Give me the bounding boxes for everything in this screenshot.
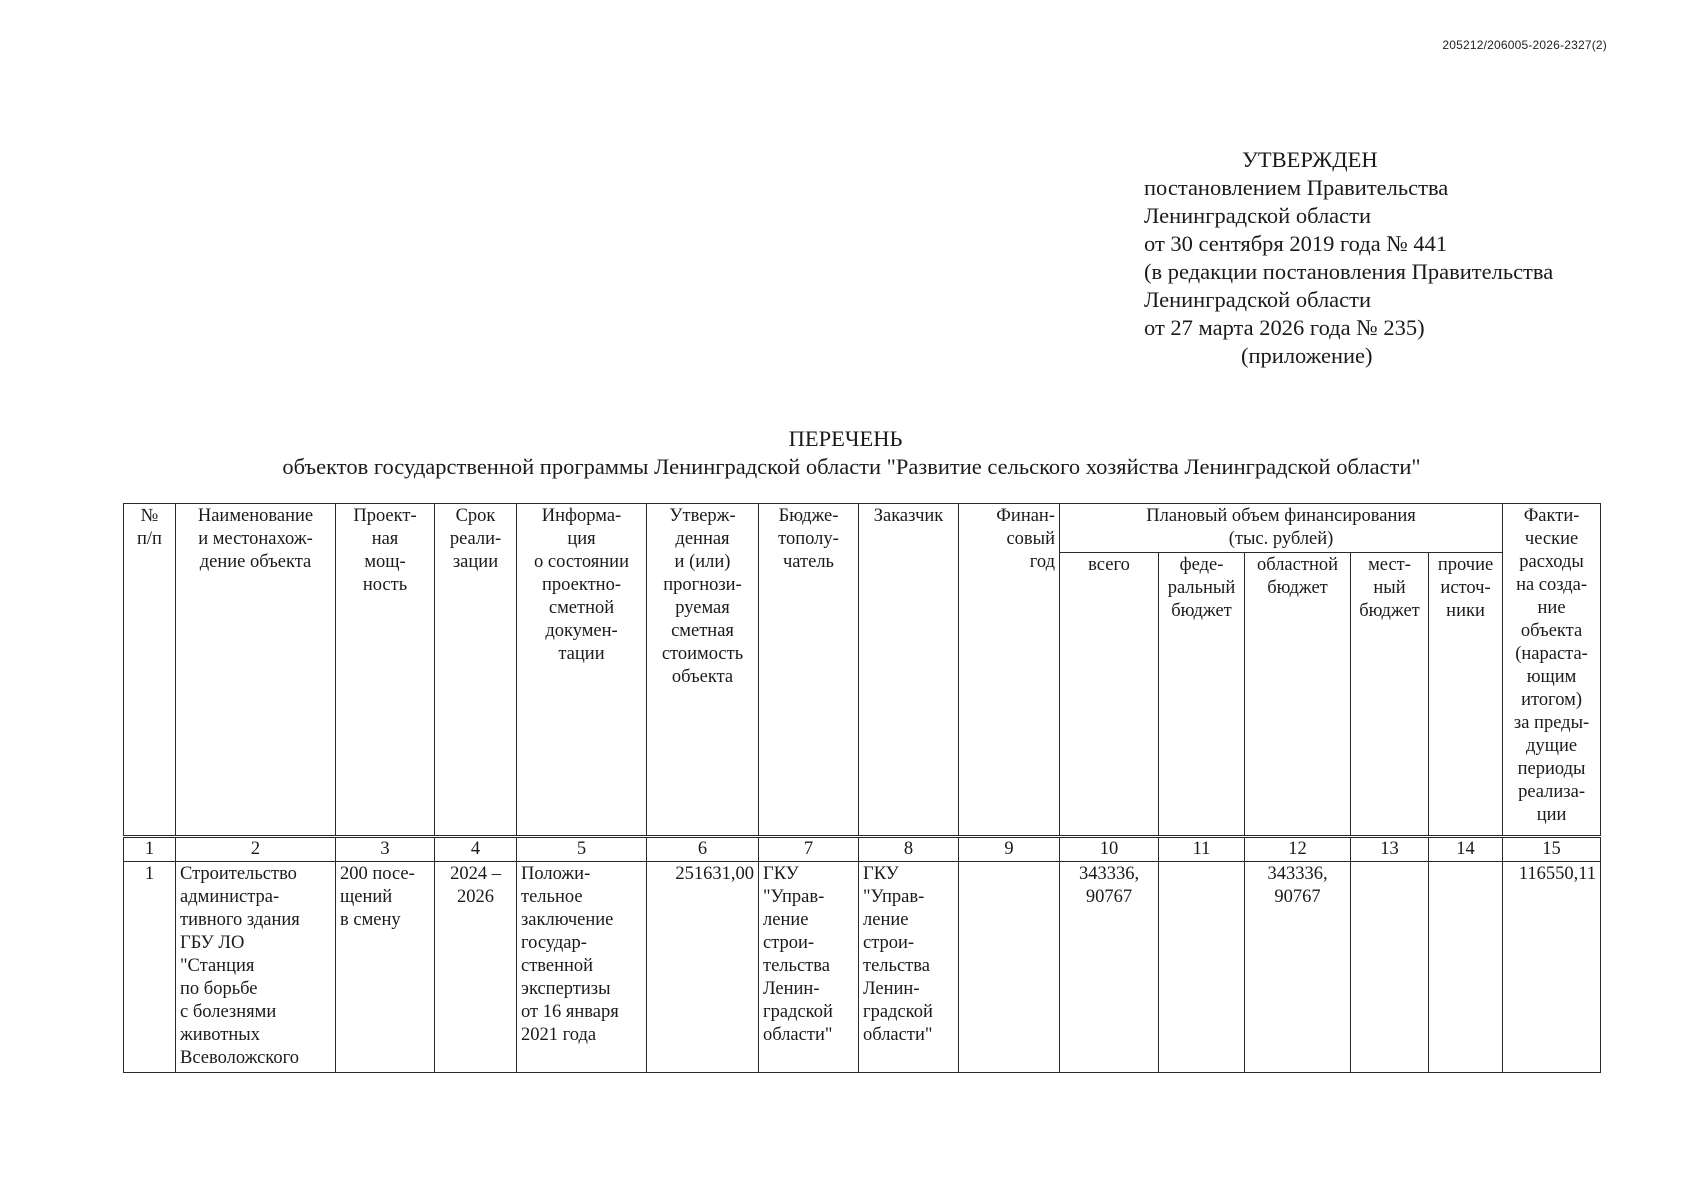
column-number: 10 bbox=[1060, 837, 1159, 862]
financing-total: 343336, 90767 bbox=[1060, 862, 1159, 1073]
financing-regional: 343336, 90767 bbox=[1245, 862, 1351, 1073]
object-cost: 251631,00 bbox=[647, 862, 759, 1073]
column-number: 11 bbox=[1159, 837, 1245, 862]
approval-line: постановлением Правительства bbox=[1144, 175, 1449, 200]
financing-other bbox=[1429, 862, 1503, 1073]
header-cell-year: Финан- совый год bbox=[959, 504, 1060, 837]
column-number: 15 bbox=[1503, 837, 1601, 862]
document-heading bbox=[0, 425, 1691, 481]
table-header-row bbox=[124, 504, 1601, 553]
column-number: 2 bbox=[176, 837, 336, 862]
header-cell-period: Срок реали- зации bbox=[435, 504, 517, 837]
column-number-row bbox=[124, 837, 1601, 862]
header-cell-financing-group: Плановый объем финансирования (тыс. рублей) bbox=[1060, 504, 1503, 553]
approval-line: от 27 марта 2026 года № 235) bbox=[1144, 315, 1425, 340]
column-number: 13 bbox=[1351, 837, 1429, 862]
column-number: 3 bbox=[336, 837, 435, 862]
approval-line: (в редакции постановления Правительства bbox=[1144, 259, 1554, 284]
header-cell-federal: феде- ральный бюджет bbox=[1159, 553, 1245, 837]
header-cell-documentation: Информа- ция о состоянии проектно- сметной докумен- тации bbox=[517, 504, 647, 837]
approval-title: УТВЕРЖДЕН bbox=[1242, 147, 1378, 172]
approval-line: от 30 сентября 2019 года № 441 bbox=[1144, 231, 1448, 256]
column-number: 12 bbox=[1245, 837, 1351, 862]
financing-local bbox=[1351, 862, 1429, 1073]
header-cell-actual-expenses: Факти- ческие расходы на созда- ние объекта (нараста- ющим итогом) за преды- дущие периоды реализа- ции bbox=[1503, 504, 1601, 837]
header-cell-local: мест- ный бюджет bbox=[1351, 553, 1429, 837]
document-registration-number: 205212/206005-2026-2327(2) bbox=[1442, 38, 1607, 52]
financing-federal bbox=[1159, 862, 1245, 1073]
object-customer: ГКУ "Управ- ление строи- тельства Ленин- градской области" bbox=[859, 862, 959, 1073]
column-number: 7 bbox=[759, 837, 859, 862]
object-capacity: 200 посе- щений в смену bbox=[336, 862, 435, 1073]
header-cell-cost: Утверж- денная и (или) прогнози- руемая сметная стоимость объекта bbox=[647, 504, 759, 837]
object-documentation: Положи- тельное заключение государ- ственной экспертизы от 16 января 2021 года bbox=[517, 862, 647, 1073]
approval-stamp-block bbox=[1144, 146, 1553, 370]
object-recipient: ГКУ "Управ- ление строи- тельства Ленин- градской области" bbox=[759, 862, 859, 1073]
objects-table bbox=[123, 503, 1601, 1073]
approval-line: Ленинградской области bbox=[1144, 203, 1372, 228]
column-number: 5 bbox=[517, 837, 647, 862]
approval-appendix-label: (приложение) bbox=[1241, 343, 1373, 368]
column-number: 8 bbox=[859, 837, 959, 862]
heading-subtitle: объектов государственной программы Ленинградской области "Развитие сельского хозяйства Ленинградской области" bbox=[282, 454, 1421, 479]
column-number: 6 bbox=[647, 837, 759, 862]
header-cell-total: всего bbox=[1060, 553, 1159, 837]
header-cell-other: прочие источ- ники bbox=[1429, 553, 1503, 837]
header-cell-number: № п/п bbox=[124, 504, 176, 837]
column-number: 14 bbox=[1429, 837, 1503, 862]
header-cell-regional: областной бюджет bbox=[1245, 553, 1351, 837]
table-row bbox=[124, 862, 1601, 1073]
column-number: 1 bbox=[124, 837, 176, 862]
actual-expenses: 116550,11 bbox=[1503, 862, 1601, 1073]
object-period: 2024 – 2026 bbox=[435, 862, 517, 1073]
header-cell-capacity: Проект- ная мощ- ность bbox=[336, 504, 435, 837]
object-year bbox=[959, 862, 1060, 1073]
approval-line: Ленинградской области bbox=[1144, 287, 1372, 312]
heading-title: ПЕРЕЧЕНЬ bbox=[788, 426, 903, 451]
row-number: 1 bbox=[124, 862, 176, 1073]
header-cell-customer: Заказчик bbox=[859, 504, 959, 837]
header-cell-recipient: Бюдже- тополу- чатель bbox=[759, 504, 859, 837]
header-cell-name: Наименование и местонахож- дение объекта bbox=[176, 504, 336, 837]
column-number: 4 bbox=[435, 837, 517, 862]
object-name: Строительство администра- тивного здания ГБУ ЛО "Станция по борьбе с болезнями животных Всеволожского bbox=[176, 862, 336, 1073]
column-number: 9 bbox=[959, 837, 1060, 862]
